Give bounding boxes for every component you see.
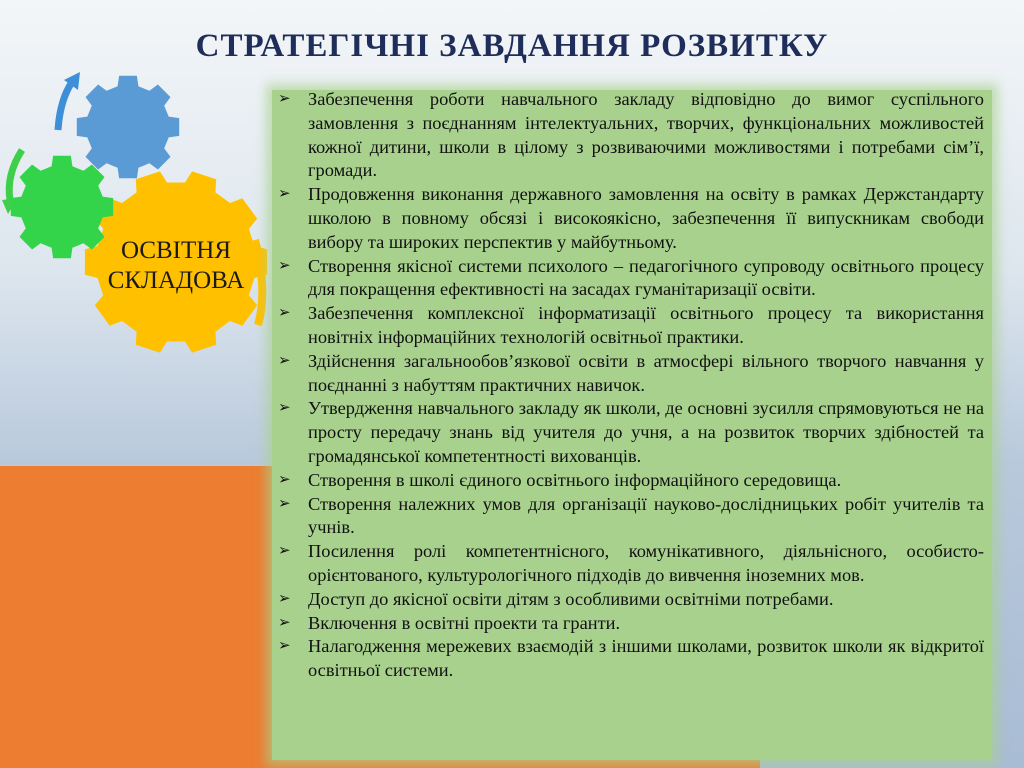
task-item — [276, 302, 984, 350]
arrowhead-bullet-icon: ➢ — [278, 257, 291, 274]
task-text: Забезпечення комплексної інформатизації освітнього процесу та використання новітніх інформаційних технологій освітньої практики. — [308, 303, 984, 347]
task-text: Здійснення загальнообов’язкової освіти в атмосфері вільного творчого навчання у поєднанні з набуттям практичних навичок. — [308, 350, 984, 395]
curved-arrow-green-icon — [9, 150, 22, 200]
curved-arrow-blue-icon — [58, 82, 72, 130]
task-text: Налагодження мережевих взаємодій з іншими школами, розвиток школи як відкритої освітньої системи. — [308, 636, 984, 681]
gear-label — [96, 236, 256, 296]
task-text: Створення в школі єдиного освітнього інформаційного середовища. — [308, 469, 842, 490]
arrowhead-bullet-icon: ➢ — [278, 352, 291, 369]
task-text: Утвердження навчального закладу як школи, де основні зусилля спрямовуються не на просту передачу знань від учителя до учня, а на розвиток творчих здібностей та громадянської компетентності вихованців. — [308, 398, 984, 466]
task-item — [276, 540, 984, 588]
task-text: Посилення ролі компетентнісного, комунікативного, діяльнісного, особисто-орієнтованого, культурологічного підходів до вивчення іноземних мов. — [308, 541, 984, 585]
gear-label-line-1: ОСВІТНЯ — [120, 237, 232, 264]
task-item — [276, 612, 984, 636]
blue-gear-icon — [77, 76, 179, 178]
task-text: Продовження виконання державного замовлення на освіту в рамках Держстандарту школою в повному обсязі і високоякісно, забезпечення її випускникам свободи вибору та широких перспектив у майбутньому. — [308, 184, 984, 252]
arrowhead-bullet-icon: ➢ — [278, 590, 291, 607]
gear-shape — [77, 76, 179, 178]
task-item — [276, 588, 984, 612]
task-text: Включення в освітні проекти та гранти. — [308, 612, 621, 633]
slide-title: СТРАТЕГІЧНІ ЗАВДАННЯ РОЗВИТКУ — [195, 28, 829, 64]
gear-label-line-2: СКЛАДОВА — [107, 267, 245, 294]
task-item — [276, 493, 984, 541]
gears-illustration — [0, 70, 290, 370]
task-item — [276, 469, 984, 493]
arrowhead-bullet-icon: ➢ — [278, 614, 291, 631]
task-item — [276, 88, 984, 183]
task-text: Забезпечення роботи навчального закладу відповідно до вимог суспільного замовлення з поєднанням інтелектуальних, творчих, функціональних можливостей кожної дитини, школи в цілому з розвиваючими можливостями і потребами сім’ї, громади. — [308, 89, 984, 181]
arrowhead-bullet-icon: ➢ — [278, 400, 291, 417]
task-list — [276, 88, 984, 683]
arrowhead-bullet-icon: ➢ — [278, 495, 291, 512]
task-item — [276, 183, 984, 254]
task-item — [276, 635, 984, 683]
arrowhead-bullet-icon: ➢ — [278, 471, 291, 488]
task-item — [276, 350, 984, 398]
arrowhead-bullet-icon: ➢ — [278, 305, 291, 322]
arrowhead-bullet-icon: ➢ — [278, 91, 291, 107]
task-text: Створення якісної системи психолого – педагогічного супроводу освітнього процесу для покращення ефективності на засадах гуманітаризації освіти. — [308, 255, 984, 300]
task-text: Доступ до якісної освіти дітям з особливими освітніми потребами. — [308, 588, 834, 609]
task-item — [276, 397, 984, 468]
arrowhead-bullet-icon: ➢ — [278, 186, 291, 203]
task-text: Створення належних умов для організації науково-дослідницьких робіт учителів та учнів. — [308, 493, 984, 538]
arrowhead-bullet-icon: ➢ — [278, 543, 291, 560]
task-item — [276, 255, 984, 303]
arrowhead-bullet-icon: ➢ — [278, 638, 291, 655]
